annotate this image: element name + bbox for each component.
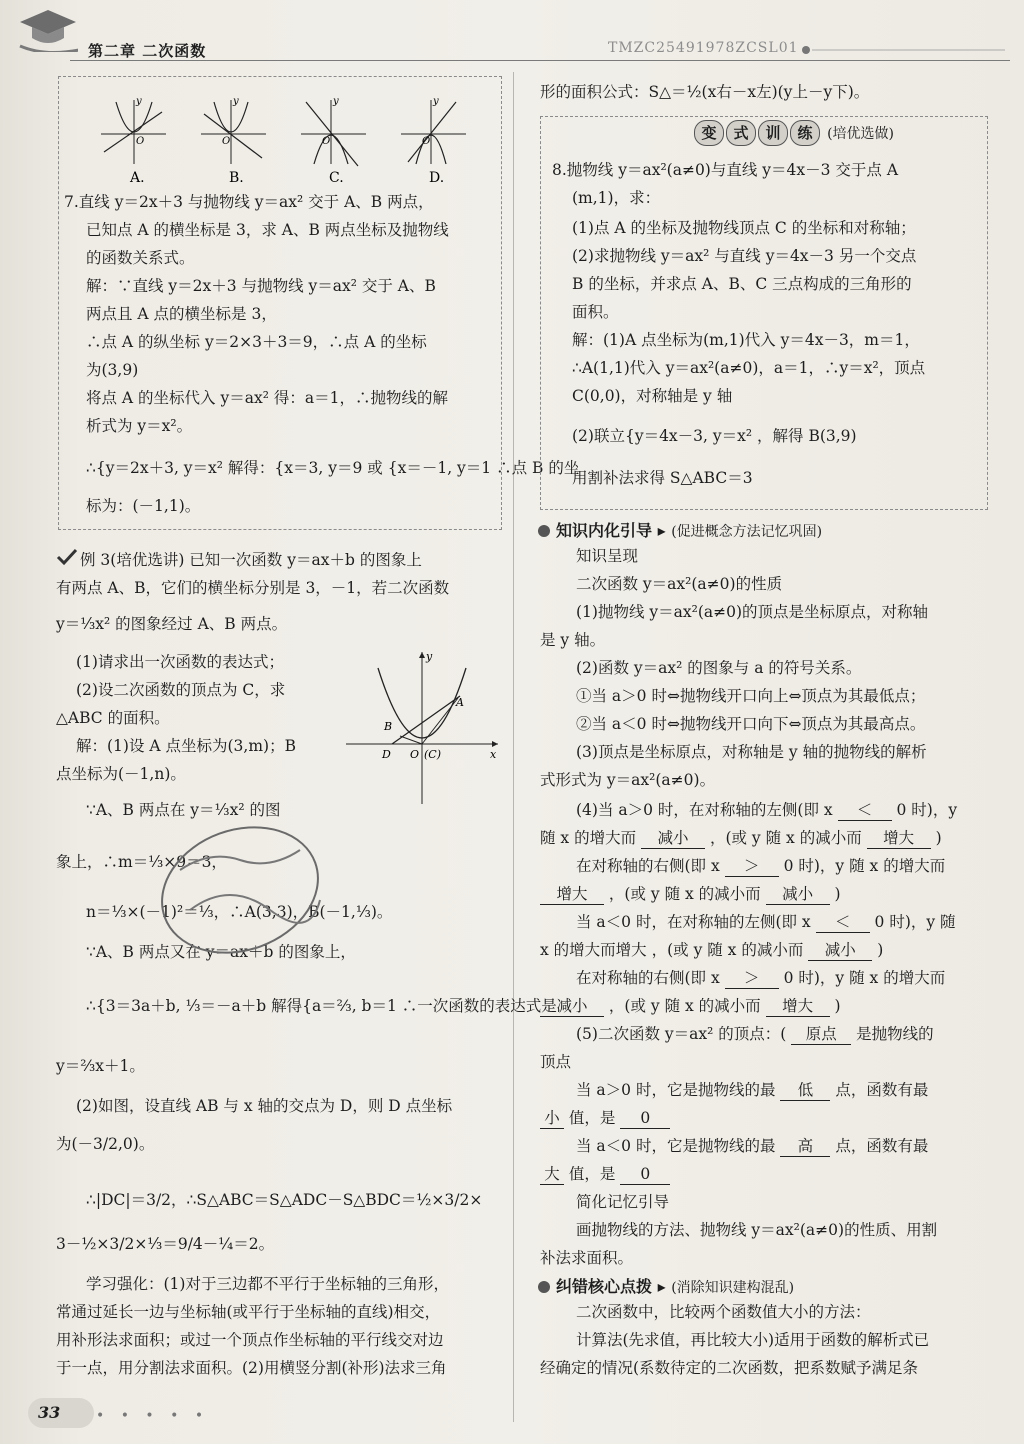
graph-label-a: A. [130,170,145,186]
fig-c-label: (C) [424,748,441,761]
p4-blank-3[interactable]: 增大 [867,828,931,849]
p5-blank-1[interactable]: 原点 [791,1024,851,1045]
p5-line-6: 大 值，是 0 [540,1164,670,1185]
knowledge-line-8: (3)顶点是坐标原点，对称轴是 y 轴的抛物线的解析 [576,743,927,761]
p4-line-3: 在对称轴的右侧(即 x ＞ 0 时)，y 随 x 的增大而 [576,857,946,875]
knowledge-line-6: ①当 a＞0 时⇔抛物线开口向上⇔顶点为其最低点； [576,687,926,705]
graph-b-origin: O [222,136,231,147]
fig-o-label: O [410,748,420,761]
q7-line-4: 解：∵直线 y＝2x＋3 与抛物线 y＝ax² 交于 A、B [86,277,436,295]
p5-blank-4[interactable]: 0 [620,1108,670,1129]
fig-b-label: B [384,720,393,733]
p5-line-3: 当 a＞0 时，它是抛物线的最 低 点，函数有最 [576,1081,929,1099]
ex3-line-9: ∵A、B 两点在 y＝⅓x² 的图 [86,801,281,819]
variant-title [694,120,894,146]
graph-a-origin: O [136,136,145,147]
p4-line-2: 随 x 的增大而 减小 ，(或 y 随 x 的减小而 增大 ) [540,829,942,847]
variant-line-1: 8.抛物线 y＝ax²(a≠0)与直线 y＝4x－3 交于点 A [552,161,899,179]
column-divider [513,72,514,1422]
graph-label-c: C. [329,170,344,186]
q7-line-11: 标为：(－1,1)。 [86,497,201,515]
knowledge-heading: 知识内化引导 ▸ (促进概念方法记忆巩固) [538,518,822,541]
p4-blank-7[interactable]: ＜ [816,912,870,933]
knowledge-subtitle: (促进概念方法记忆巩固) [671,524,823,540]
graph-d-origin: O [422,136,431,147]
ex3-line-15: (2)如图，设直线 AB 与 x 轴的交点为 D，则 D 点坐标 [76,1097,453,1115]
graph-c-y: y [333,96,339,107]
variant-char-2: 式 [726,120,756,146]
knowledge-tail-2: 画抛物线的方法、抛物线 y＝ax²(a≠0)的性质、用割 [576,1221,938,1239]
ex3-line-10: 象上，∴m＝⅓×9＝3， [56,853,227,871]
p4-blank-4[interactable]: ＞ [725,856,779,877]
page-number: 33 [28,1398,94,1428]
ex3-line-14: y＝⅔x＋1。 [56,1057,145,1075]
p4-line-4: 增大 ，(或 y 随 x 的减小而 减小 ) [540,884,841,905]
correction-line-3: 经确定的情况(系数待定的二次函数，把系数赋予满足条 [540,1359,919,1377]
ex3-line-17: ∴|DC|＝3/2，∴S△ABC＝S△ADC－S△BDC＝½×3/2× [86,1191,483,1209]
ex3-line-20: 常通过延长一边与坐标轴(或平行于坐标轴的直线)相交， [56,1303,441,1321]
ex3-line-16: 为(－3/2,0)。 [56,1135,155,1153]
p4-blank-5[interactable]: 增大 [540,884,604,905]
graph-label-d: D. [429,170,445,186]
variant-line-6: 面积。 [572,303,619,321]
variant-line-8: ∴A(1,1)代入 y＝ax²(a≠0)，a＝1，∴y＝x²，顶点 [572,359,926,377]
ex3-line-18: 3－½×3/2×⅓＝9/4－¼＝2。 [56,1235,275,1253]
knowledge-line-9: 式形式为 y＝ax²(a≠0)。 [540,771,716,789]
p5-blank-7[interactable]: 0 [620,1164,670,1185]
knowledge-tail-3: 补法求面积。 [540,1249,634,1267]
q7-line-9: 析式为 y＝x²。 [86,417,193,435]
ex3-line-6: △ABC 的面积。 [56,709,170,727]
p4-line-7: 在对称轴的右侧(即 x ＞ 0 时)，y 随 x 的增大而 [576,969,946,987]
header-divider [70,60,1010,61]
graph-c [301,96,366,166]
q7-line-5: 两点且 A 点的横坐标是 3， [86,305,277,323]
graph-b [201,96,266,164]
p4-line-5: 当 a＜0 时，在对称轴的左侧(即 x ＜ 0 时)，y 随 [576,913,956,931]
ex3-line-8: 点坐标为(－1,n)。 [56,765,186,783]
p5-line-2: 顶点 [540,1053,572,1071]
p5-blank-3[interactable]: 小 [540,1108,564,1129]
p4-line-6: x 的增大而增大 ，(或 y 随 x 的减小而 减小 ) [540,941,884,959]
q7-line-6: ∴点 A 的纵坐标 y＝2×3＋3＝9，∴点 A 的坐标 [86,333,427,351]
variant-line-9: C(0,0)，对称轴是 y 轴 [572,387,733,405]
p4-blank-10[interactable]: 减小 [540,996,604,1017]
correction-title: 纠错核心点拨 [556,1277,653,1296]
graph-label-b: B. [229,170,244,186]
q7-line-3: 的函数关系式。 [86,249,195,267]
graph-b-y: y [233,96,239,107]
option-graphs [96,92,496,186]
correction-line-2: 计算法(先求值，再比较大小)适用于函数的解析式已 [576,1331,930,1349]
ex3-line-2: 有两点 A、B，它们的横坐标分别是 3，－1，若二次函数 [56,579,450,597]
ex3-line-4: (1)请求出一次函数的表达式； [76,653,284,671]
p4-blank-1[interactable]: ＜ [838,800,892,821]
knowledge-line-4: 是 y 轴。 [540,631,606,649]
watermark-stamp [150,810,330,960]
ex3-line-11: n＝⅓×(－1)²＝⅓，∴A(3,3)，B(－1,⅓)。 [86,903,393,921]
checkmark-icon [56,548,78,566]
example-3-figure [340,648,504,808]
ex3-line-22: 于一点，用分割法求面积。(2)用横竖分割(补形)法求三角 [56,1359,447,1377]
ex3-line-13: ∴{3＝3a＋b, ⅓＝－a＋b 解得{a＝⅔, b＝1 ∴一次函数的表达式是 [86,997,557,1015]
page-dots: • • • • • [96,1408,210,1424]
variant-char-3: 训 [758,120,788,146]
variant-line-3: (1)点 A 的坐标及抛物线顶点 C 的坐标和对称轴； [572,219,916,237]
ex3-line-5: (2)设二次函数的顶点为 C，求 [76,681,286,699]
q7-line-8: 将点 A 的坐标代入 y＝ax² 得：a＝1，∴抛物线的解 [86,389,448,407]
variant-char-1: 变 [694,120,724,146]
knowledge-line-2: 二次函数 y＝ax²(a≠0)的性质 [576,575,783,593]
p5-line-1: (5)二次函数 y＝ax² 的顶点：( 原点 是抛物线的 [576,1025,934,1043]
chapter-title: 第二章 二次函数 [88,42,207,60]
knowledge-title: 知识内化引导 [556,521,653,540]
q7-line-2: 已知点 A 的横坐标是 3，求 A、B 两点坐标及抛物线 [86,221,449,239]
graph-d-y: y [433,96,439,107]
p5-line-4: 小 值，是 0 [540,1108,670,1129]
p5-line-5: 当 a＜0 时，它是抛物线的最 高 点，函数有最 [576,1137,929,1155]
p4-blank-9[interactable]: ＞ [725,968,779,989]
q7-line-10: ∴{y＝2x＋3, y＝x² 解得：{x＝3, y＝9 或 {x＝－1, y＝1 ∴点 B 的坐 [86,459,580,477]
p4-blank-11[interactable]: 增大 [766,996,830,1017]
knowledge-line-3: (1)抛物线 y＝ax²(a≠0)的顶点是坐标原点，对称轴 [576,603,929,621]
knowledge-line-1: 知识呈现 [576,547,639,565]
area-formula: 形的面积公式：S△＝½(x右－x左)(y上－y下)。 [540,83,870,101]
variant-char-4: 练 [790,120,820,146]
variant-subtitle: (培优选做) [827,126,895,142]
variant-line-5: B 的坐标，并求点 A、B、C 三点构成的三角形的 [572,275,912,293]
p4-blank-8[interactable]: 减小 [808,940,872,961]
knowledge-tail-1: 简化记忆引导 [576,1193,670,1211]
variant-line-11: 用割补法求得 S△ABC＝3 [572,469,753,487]
graduation-cap-icon [18,8,78,52]
fig-y-label: y [426,650,433,663]
ex3-line-19: 学习强化：(1)对于三边都不平行于坐标轴的三角形， [86,1275,449,1293]
fig-x-label: x [490,748,497,761]
graph-a [101,96,166,164]
correction-line-1: 二次函数中，比较两个函数值大小的方法： [576,1303,871,1321]
book-code: TMZC25491978ZCSL01 [608,40,799,56]
ex3-line-21: 用补形法求面积；或过一个顶点作坐标轴的平行线交对边 [56,1331,444,1349]
correction-bullet-icon [538,1281,550,1293]
q7-line-1: 7.直线 y＝2x＋3 与抛物线 y＝ax² 交于 A、B 两点， [64,193,434,211]
graph-a-y: y [136,96,142,107]
q7-line-7: 为(3,9) [86,361,139,379]
variant-line-4: (2)求抛物线 y＝ax² 与直线 y＝4x－3 另一个交点 [572,247,917,265]
p5-blank-2[interactable]: 低 [780,1080,830,1101]
p4-line-8: 减小 ，(或 y 随 x 的减小而 增大 ) [540,996,841,1017]
fig-d-label: D [382,748,391,761]
ex3-line-7: 解：(1)设 A 点坐标为(3,m)；B [76,737,296,755]
p5-blank-6[interactable]: 大 [540,1164,564,1185]
header-rule-icon [800,44,1010,56]
ex3-line-12: ∵A、B 两点又在 y＝ax＋b 的图象上， [86,943,356,961]
page-header [0,0,1024,62]
knowledge-bullet-icon [538,525,550,537]
graph-c-origin: O [322,136,331,147]
knowledge-line-7: ②当 a＜0 时⇔抛物线开口向下⇔顶点为其最高点。 [576,715,926,733]
variant-line-10: (2)联立{y＝4x－3, y＝x² ，解得 B(3,9) [572,427,857,445]
p4-line-1: (4)当 a＞0 时，在对称轴的左侧(即 x ＜ 0 时)，y [576,801,958,819]
graph-d [401,96,466,164]
p4-blank-6[interactable]: 减小 [766,884,830,905]
p4-blank-2[interactable]: 减小 [641,828,705,849]
fig-a-label: A [456,696,464,709]
correction-subtitle: (消除知识建构混乱) [671,1280,795,1296]
p5-blank-5[interactable]: 高 [780,1136,830,1157]
ex3-line-1: 例 3(培优选讲) 已知一次函数 y＝ax＋b 的图象上 [80,551,422,569]
variant-line-7: 解：(1)A 点坐标为(m,1)代入 y＝4x－3，m＝1， [572,331,920,349]
correction-heading: 纠错核心点拨 ▸ (消除知识建构混乱) [538,1274,794,1297]
variant-line-2: (m,1)，求： [572,189,661,207]
ex3-line-3: y＝⅓x² 的图象经过 A、B 两点。 [56,615,288,633]
knowledge-line-5: (2)函数 y＝ax² 的图象与 a 的符号关系。 [576,659,862,677]
